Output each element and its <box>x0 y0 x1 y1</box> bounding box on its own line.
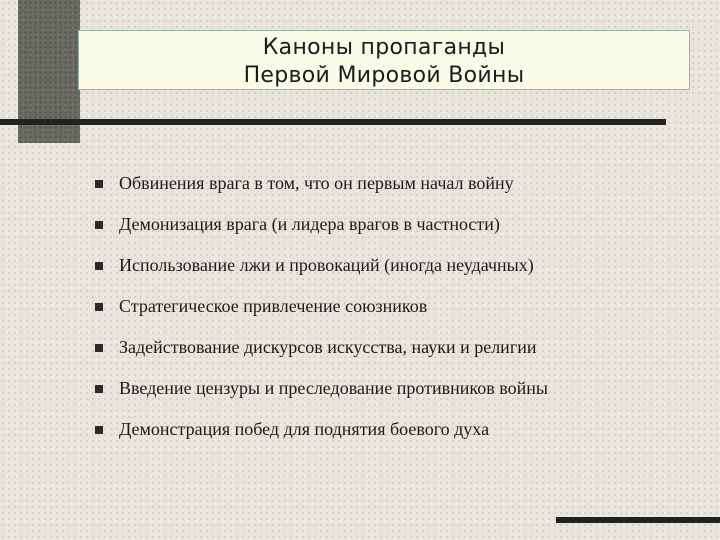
list-item <box>95 245 705 286</box>
list-item <box>95 327 705 368</box>
list-item <box>95 163 705 204</box>
bullet-list <box>95 163 705 450</box>
footer-divider-line <box>556 517 720 523</box>
slide-title-line-1: Каноны пропаганды <box>262 35 506 60</box>
slide-title-box <box>78 30 690 90</box>
square-bullet-icon <box>95 303 103 311</box>
square-bullet-icon <box>95 426 103 434</box>
slide-title-line-2: Первой Мировой Войны <box>243 63 525 88</box>
square-bullet-icon <box>95 262 103 270</box>
list-item-text: Стратегическое привлечение союзников <box>119 296 428 316</box>
list-item <box>95 409 705 450</box>
list-item-text: Введение цензуры и преследование противников войны <box>119 378 548 398</box>
square-bullet-icon <box>95 385 103 393</box>
list-item-text: Демонстрация побед для поднятия боевого духа <box>119 419 490 439</box>
list-item <box>95 368 705 409</box>
header-divider-line <box>0 119 666 125</box>
list-item-text: Задействование дискурсов искусства, науки и религии <box>119 337 537 357</box>
list-item-text: Демонизация врага (и лидера врагов в частности) <box>119 214 500 234</box>
square-bullet-icon <box>95 344 103 352</box>
square-bullet-icon <box>95 180 103 188</box>
list-item <box>95 204 705 245</box>
list-item-text: Обвинения врага в том, что он первым начал войну <box>119 173 514 193</box>
list-item <box>95 286 705 327</box>
square-bullet-icon <box>95 221 103 229</box>
list-item-text: Использование лжи и провокаций (иногда неудачных) <box>119 255 534 275</box>
